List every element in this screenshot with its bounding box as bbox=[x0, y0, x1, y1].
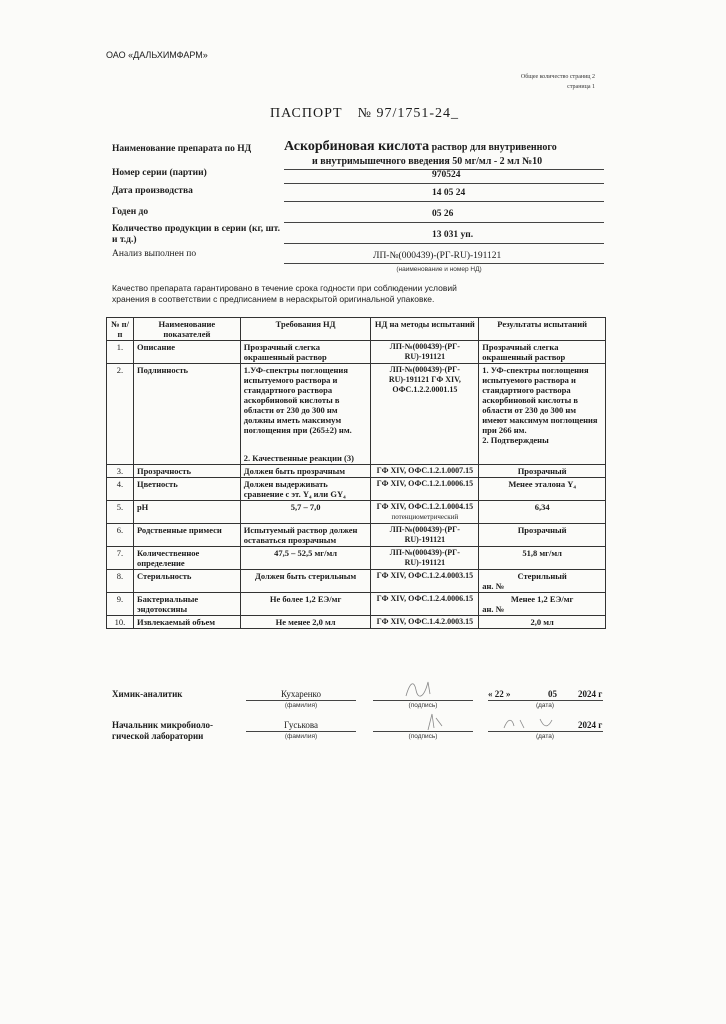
chemist-date-caption: (дата) bbox=[535, 702, 555, 709]
cell-requirement: Прозрачный слегка окрашенный раствор bbox=[240, 341, 371, 364]
underline bbox=[373, 700, 473, 701]
lab-head-signature-caption: (подпись) bbox=[408, 733, 438, 740]
cell-name: Цветность bbox=[133, 478, 240, 501]
cell-requirement: Не более 1,2 ЕЭ/мг bbox=[240, 593, 371, 616]
quantity-value: 13 031 уп. bbox=[432, 230, 474, 240]
cell-requirement: Должен выдерживать сравнение с эт. Y₄ или GY₄ bbox=[240, 478, 371, 501]
cell-requirement: Не менее 2,0 мл bbox=[240, 616, 371, 629]
method-sub: потенциометрический bbox=[391, 513, 459, 521]
result-analysis-number: ан. № bbox=[482, 581, 505, 591]
quantity-label: Количество продукции в серии (кг, шт. и т.д.) bbox=[112, 224, 280, 245]
cell-num: 5. bbox=[107, 501, 134, 524]
analysis-value: ЛП-№(000439)-(РГ-RU)-191121 bbox=[373, 251, 502, 261]
underline bbox=[284, 201, 604, 202]
underline bbox=[284, 243, 604, 244]
result-analysis-number: ан. № bbox=[482, 604, 505, 614]
cell-num: 1. bbox=[107, 341, 134, 364]
cell-method: ЛП-№(000439)-(РГ-RU)-191121 ГФ XIV, ОФС.1.2.2.0001.15 bbox=[371, 364, 479, 465]
result-value: Менее 1,2 ЕЭ/мг bbox=[510, 594, 574, 604]
cell-result bbox=[479, 593, 606, 616]
cell-method: ГФ XIV, ОФС.1.2.1.0006.15 bbox=[371, 478, 479, 501]
cell-name: Бактериальные эндотоксины bbox=[133, 593, 240, 616]
cell-name: Стерильность bbox=[133, 570, 240, 593]
production-date-label: Дата производства bbox=[112, 186, 193, 196]
lab-head-name: Гуськова bbox=[283, 720, 318, 730]
batch-label: Номер серии (партии) bbox=[112, 168, 207, 178]
cell-method: ГФ XIV, ОФС.1.2.1.0007.15 bbox=[371, 465, 479, 478]
table-row bbox=[107, 364, 606, 465]
lab-head-surname-caption: (фамилия) bbox=[284, 733, 318, 740]
drug-name bbox=[284, 139, 614, 169]
lab-head-label-line2: гической лаборатории bbox=[112, 731, 204, 741]
result-uv: 1. УФ-спектры поглощения испытуемого раствора и стандартного раствора аскорбиновой кислоты в области от 230 до 300 нм имеют максимум поглощения при 266 нм. bbox=[482, 365, 598, 435]
drug-name-route: и внутримышечного введения 50 мг/мл - 2 мл №10 bbox=[312, 156, 543, 167]
passport-number: № 97/1751-24_ bbox=[357, 106, 460, 121]
cell-requirement: 47,5 – 52,5 мг/мл bbox=[240, 547, 371, 570]
cell-method bbox=[371, 501, 479, 524]
expiry-value: 05 26 bbox=[432, 209, 454, 219]
cell-name: Подлинность bbox=[133, 364, 240, 465]
page-count-current: страница 1 bbox=[567, 84, 595, 90]
cell-method: ГФ XIV, ОФС.1.4.2.0003.15 bbox=[371, 616, 479, 629]
cell-num: 6. bbox=[107, 524, 134, 547]
cell-result: Прозрачный bbox=[479, 524, 606, 547]
lab-head-label bbox=[112, 720, 213, 742]
cell-result: Прозрачный bbox=[479, 465, 606, 478]
cell-requirement: Должен быть стерильным bbox=[240, 570, 371, 593]
cell-method: ЛП-№(000439)-(РГ-RU)-191121 bbox=[371, 524, 479, 547]
underline bbox=[284, 222, 604, 223]
table-row bbox=[107, 524, 606, 547]
quality-note: Качество препарата гарантировано в течение срока годности при соблюдении условий хранения в соответствии с предписанием в нераскрытой оригинальной упаковке. bbox=[112, 283, 457, 304]
table-row bbox=[107, 465, 606, 478]
underline bbox=[246, 731, 356, 732]
cell-result: Менее эталона Y₄ bbox=[479, 478, 606, 501]
chemist-name: Кухаренко bbox=[281, 689, 321, 699]
analysis-sub: (наименование и номер НД) bbox=[396, 266, 482, 273]
cell-result: Прозрачный слегка окрашенный раствор bbox=[479, 341, 606, 364]
table-row bbox=[107, 341, 606, 364]
chemist-date-year: 2024 г bbox=[578, 689, 603, 699]
underline bbox=[488, 731, 603, 732]
chemist-signature-scribble bbox=[400, 676, 440, 702]
cell-name: Извлекаемый объем bbox=[133, 616, 240, 629]
chemist-surname-caption: (фамилия) bbox=[284, 702, 318, 709]
result-reactions: 2. Подтверждены bbox=[482, 435, 549, 445]
underline bbox=[373, 731, 473, 732]
lab-head-date-scribble bbox=[500, 716, 560, 732]
passport-word: ПАСПОРТ bbox=[270, 106, 343, 121]
cell-result: 2,0 мл bbox=[479, 616, 606, 629]
production-date-value: 14 05 24 bbox=[432, 188, 466, 198]
cell-requirement bbox=[240, 364, 371, 465]
table-header-row bbox=[107, 318, 606, 341]
col-header-results: Результаты испытаний bbox=[479, 318, 606, 341]
cell-result: 6,34 bbox=[479, 501, 606, 524]
cell-num: 8. bbox=[107, 570, 134, 593]
table-row bbox=[107, 501, 606, 524]
cell-name: Описание bbox=[133, 341, 240, 364]
col-header-requirements: Требования НД bbox=[240, 318, 371, 341]
result-value: Стерильный bbox=[517, 571, 567, 581]
underline bbox=[284, 263, 604, 264]
cell-num: 4. bbox=[107, 478, 134, 501]
lab-head-date-year: 2024 г bbox=[578, 720, 603, 730]
expiry-label: Годен до bbox=[112, 207, 149, 217]
batch-value: 970524 bbox=[432, 170, 461, 180]
underline bbox=[246, 700, 356, 701]
chemist-label: Химик-аналитик bbox=[112, 689, 183, 699]
cell-result: 51,8 мг/мл bbox=[479, 547, 606, 570]
requirement-uv: 1.УФ-спектры поглощения испытуемого раствора и стандартного раствора аскорбиновой кислоты в области от 230 до 300 нм должны иметь максимум поглощения при (265±2) нм. bbox=[243, 365, 352, 435]
col-header-num: № п/п bbox=[107, 318, 134, 341]
chemist-date-month: 05 bbox=[548, 689, 557, 699]
cell-requirement: 5,7 – 7,0 bbox=[240, 501, 371, 524]
cell-num: 2. bbox=[107, 364, 134, 465]
cell-num: 3. bbox=[107, 465, 134, 478]
table-row bbox=[107, 616, 606, 629]
drug-name-main: Аскорбиновая кислота bbox=[284, 139, 430, 154]
results-table bbox=[106, 317, 606, 629]
lab-head-date-caption: (дата) bbox=[535, 733, 555, 740]
company-name: ОАО «ДАЛЬХИМФАРМ» bbox=[106, 50, 208, 60]
drug-name-form: раствор для внутривенного bbox=[429, 142, 557, 153]
page-count-total: Общее количество страниц 2 bbox=[520, 74, 595, 80]
cell-name: Прозрачность bbox=[133, 465, 240, 478]
method-ref: ГФ XIV, ОФС.1.2.1.0004.15 bbox=[376, 502, 474, 511]
chemist-date-day: « 22 » bbox=[488, 689, 511, 699]
cell-num: 9. bbox=[107, 593, 134, 616]
underline bbox=[284, 183, 604, 184]
table-row bbox=[107, 478, 606, 501]
page-count-note bbox=[505, 72, 595, 92]
cell-num: 7. bbox=[107, 547, 134, 570]
cell-name: Количественное определение bbox=[133, 547, 240, 570]
cell-method: ГФ XIV, ОФС.1.2.4.0006.15 bbox=[371, 593, 479, 616]
cell-name: Родственные примеси bbox=[133, 524, 240, 547]
analysis-label: Анализ выполнен по bbox=[112, 249, 197, 259]
table-row bbox=[107, 593, 606, 616]
cell-num: 10. bbox=[107, 616, 134, 629]
table-row bbox=[107, 570, 606, 593]
col-header-methods: НД на методы испытаний bbox=[371, 318, 479, 341]
passport-title bbox=[270, 106, 459, 122]
chemist-signature-caption: (подпись) bbox=[408, 702, 438, 709]
col-header-name: Наименование показателей bbox=[133, 318, 240, 341]
cell-method: ГФ XIV, ОФС.1.2.4.0003.15 bbox=[371, 570, 479, 593]
lab-head-label-line1: Начальник микробиоло- bbox=[112, 720, 214, 730]
underline bbox=[488, 700, 603, 701]
cell-result bbox=[479, 570, 606, 593]
cell-method: ЛП-№(000439)-(РГ-RU)-191121 bbox=[371, 547, 479, 570]
requirement-reactions: 2. Качественные реакции (3) bbox=[243, 453, 354, 463]
cell-result bbox=[479, 364, 606, 465]
cell-method: ЛП-№(000439)-(РГ-RU)-191121 bbox=[371, 341, 479, 364]
cell-requirement: Должен быть прозрачным bbox=[240, 465, 371, 478]
table-row bbox=[107, 547, 606, 570]
cell-requirement: Испытуемый раствор должен оставаться прозрачным bbox=[240, 524, 371, 547]
cell-name: pH bbox=[133, 501, 240, 524]
drug-name-label: Наименование препарата по НД bbox=[112, 144, 252, 154]
